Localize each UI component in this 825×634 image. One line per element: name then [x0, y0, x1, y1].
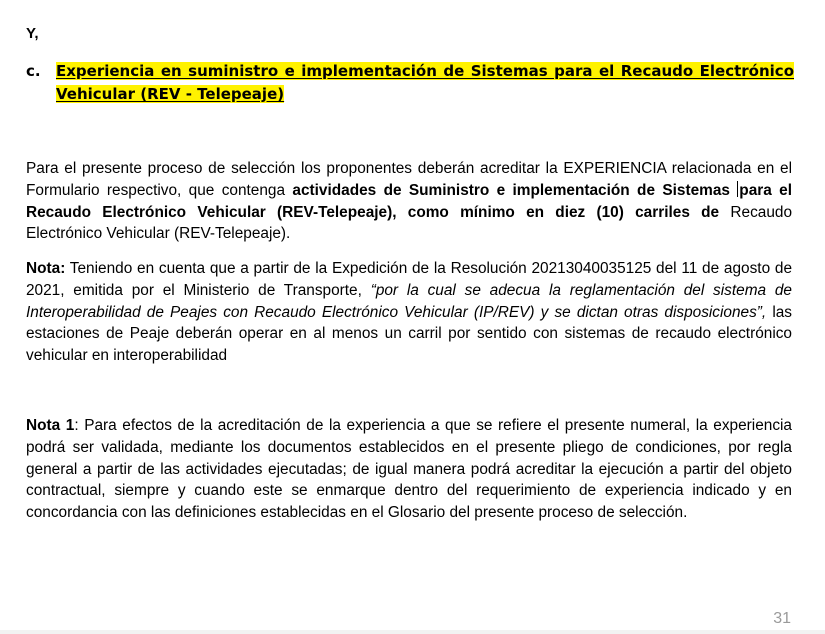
paragraph1-bold-1: actividades de Suministro e implementación de Sistemas [292, 181, 738, 199]
paragraph-nota-1 [26, 415, 792, 524]
section-title [56, 60, 794, 106]
section-heading [26, 60, 794, 106]
section-title-line1: Experiencia en suministro e implementación de Sistemas para el Recaudo Electrónico [56, 62, 794, 80]
nota-1-label: Nota 1 [26, 417, 75, 434]
paragraph2-text-2: las estaciones de Peaje deberán operar en al menos un carril por sentido con sistemas de recaudo electrónico vehicular en interoperabilidad [26, 303, 792, 365]
paragraph3-text-1: : Para efectos de la acreditación de la experiencia a que se refiere el presente numeral, la experiencia podrá ser validada, mediante los documentos establecidos en el presente pliego de condiciones, por regla general a partir de las actividades ejecutadas; de igual manera podrá acreditar la ejecución a partir del objeto contractual, siempre y cuando este se enmarque dentro del requerimiento de experiencia indicado y en concordancia con las definiciones establecidas en el Glosario del presente proceso de selección. [26, 417, 792, 522]
paragraph1-text-1: Para el presente proceso de selección los proponentes deberán acreditar la EXPERIENCIA relacionada en el Formulario respectivo, que contenga [26, 160, 792, 199]
paragraph1-text-2: Recaudo Electrónico Vehicular (REV-Telepeaje). [26, 203, 792, 243]
section-title-line2: Vehicular (REV - Telepeaje) [56, 85, 285, 103]
nota-label: Nota: [26, 260, 66, 277]
page-number: 31 [773, 610, 791, 627]
paragraph1-bold-2: para el Recaudo Electrónico Vehicular (REV-Telepeaje), como mínimo en diez (10) carriles de [26, 181, 792, 221]
paragraph2-text-1: Teniendo en cuenta que a partir de la Expedición de la Resolución 20213040035125 del 11 de agosto de 2021, emitida por el Ministerio de Transporte, [26, 260, 792, 299]
section-letter: c. [26, 62, 41, 80]
paragraph2-quote: “por la cual se adecua la reglamentación del sistema de Interoperabilidad de Peajes con Recaudo Electrónico Vehicular (IP/REV) y se dictan otras disposiciones”, [26, 281, 792, 321]
page-bottom-edge [0, 630, 825, 634]
intro-text: Y, [26, 25, 39, 42]
paragraph-experience-requirement [26, 158, 792, 245]
paragraph-nota [26, 258, 792, 367]
